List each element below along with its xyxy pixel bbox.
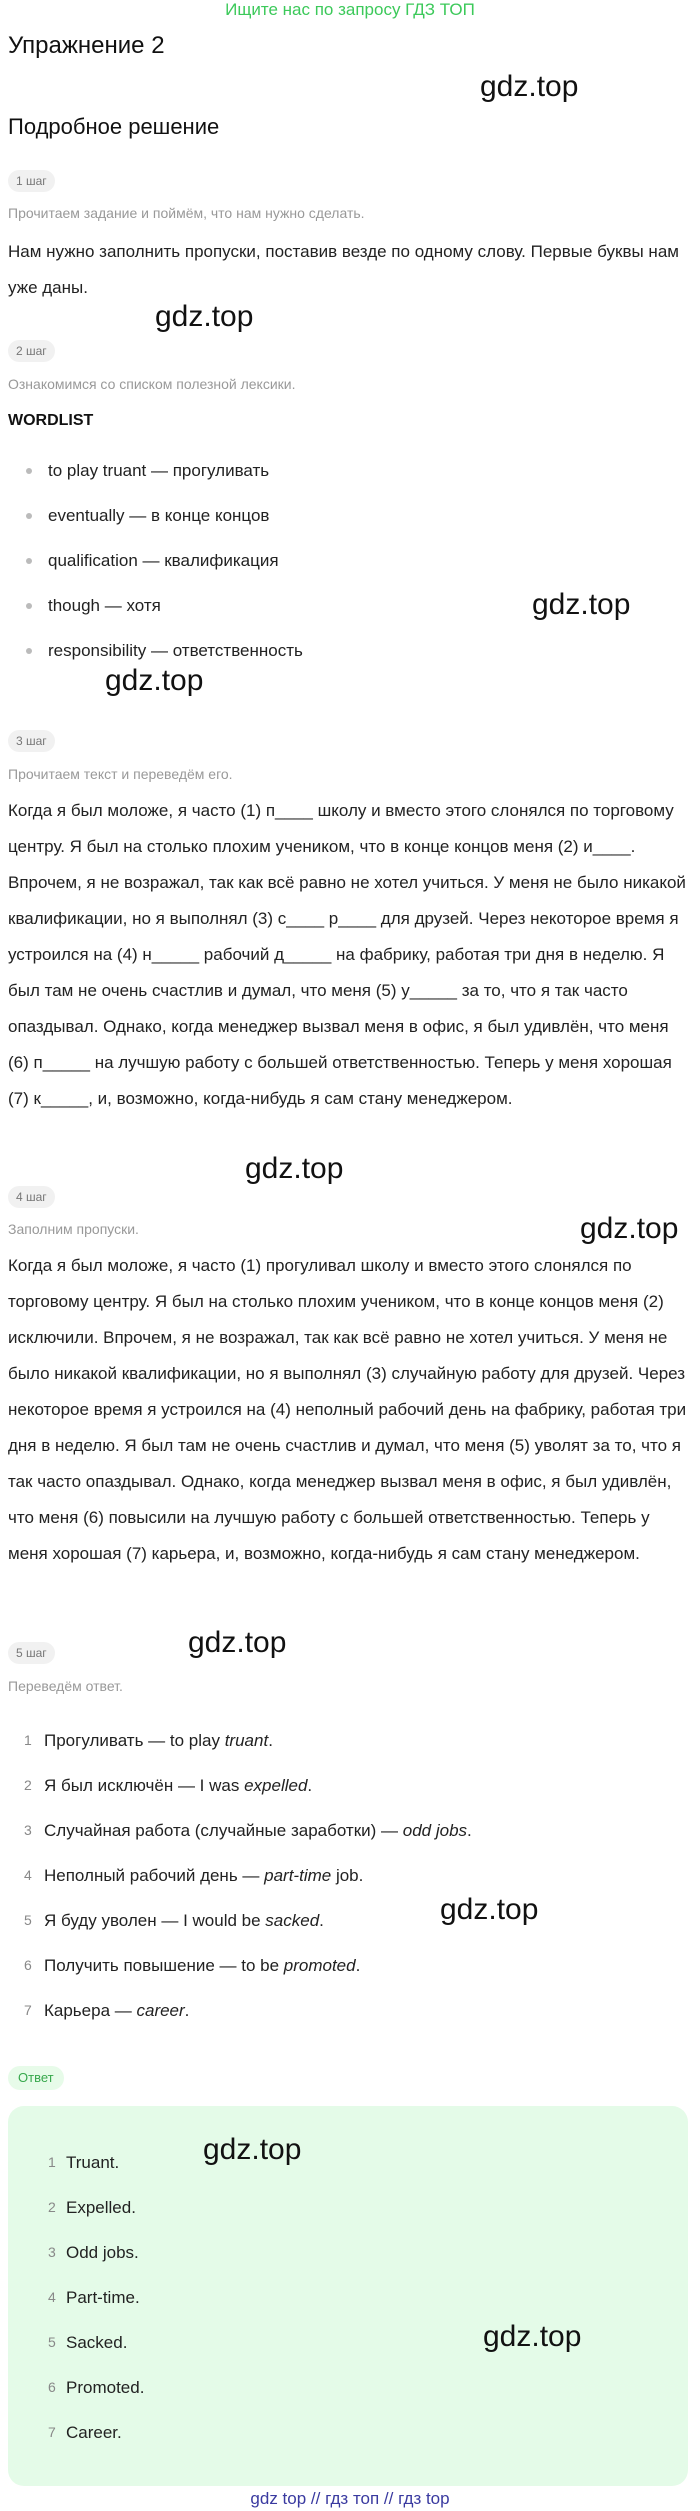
list-item: 1 Truant. — [48, 2153, 120, 2172]
wordlist-title: WORDLIST — [8, 412, 94, 429]
list-item: 4 Неполный рабочий день — part-time job. — [24, 1866, 364, 1885]
bullet-icon — [26, 648, 32, 654]
step-text-1: Нам нужно заполнить пропуски, поставив везде по одному слову. Первые буквы нам уже даны. — [8, 242, 679, 297]
list-item: 6 Получить повышение — to be promoted. — [24, 1956, 361, 1975]
list-item: qualification — квалификация — [0, 538, 700, 583]
list-item: 3 Odd jobs. — [48, 2243, 139, 2262]
list-item: 2 Expelled. — [48, 2198, 136, 2217]
watermark: gdz.top — [580, 1212, 679, 1245]
bullet-icon — [26, 513, 32, 519]
translation-list — [0, 1718, 700, 2033]
watermark: gdz.top — [480, 70, 579, 103]
list-item: 7 Career. — [48, 2423, 122, 2442]
page-title: Упражнение 2 — [8, 32, 165, 59]
top-banner[interactable]: Ищите нас по запросу ГДЗ ТОП — [225, 0, 475, 19]
list-item: 3 Случайная работа (случайные заработки) — odd jobs. — [24, 1821, 472, 1840]
step-hint-5: Переведём ответ. — [8, 1678, 123, 1694]
footer-links[interactable]: gdz top // гдз топ // гдз top — [250, 2489, 450, 2508]
step-badge-1: 1 шаг — [8, 170, 55, 192]
step-hint-4: Заполним пропуски. — [8, 1221, 139, 1237]
list-item: though — хотя — [0, 583, 700, 628]
step-hint-2: Ознакомимся со списком полезной лексики. — [8, 376, 296, 392]
answer-list — [0, 2140, 700, 2455]
answer-badge: Ответ — [8, 2066, 64, 2090]
bullet-icon — [26, 558, 32, 564]
watermark: gdz.top — [440, 1893, 539, 1926]
solution-heading: Подробное решение — [8, 114, 220, 139]
list-item: 1 Прогуливать — to play truant. — [24, 1731, 273, 1750]
list-item: 2 Я был исключён — I was expelled. — [24, 1776, 313, 1795]
step-hint-1: Прочитаем задание и поймём, что нам нужно сделать. — [8, 205, 365, 221]
watermark: gdz.top — [203, 2133, 302, 2166]
watermark: gdz.top — [188, 1626, 287, 1659]
list-item: 4 Part-time. — [48, 2288, 140, 2307]
step-badge-5: 5 шаг — [8, 1642, 55, 1664]
watermark: gdz.top — [483, 2320, 582, 2353]
bullet-icon — [26, 468, 32, 474]
watermark: gdz.top — [245, 1152, 344, 1185]
step-badge-3: 3 шаг — [8, 730, 55, 752]
watermark: gdz.top — [105, 664, 204, 697]
step-badge-4: 4 шаг — [8, 1186, 55, 1208]
step-text-4: Когда я был моложе, я часто (1) прогуливал школу и вместо этого слонялся по торговому центру. Я был на столько плохим учеником, что в конце концов меня (2) исключили. Впрочем, я не возражал, так как всё равно не хотел учиться. У меня не было никакой квалификации, но я выполнял (3) случайную работу для друзей. Через некоторое время я устроился на (4) неполный рабочий день на фабрику, работая три дня в неделю. Я был там не очень счастлив и думал, что меня (5) уволят за то, что я так часто опаздывал. Однако, когда менеджер вызвал меня в офис, я был удивлён, что меня (6) повысили на лучшую работу с большей ответственностью. Теперь у меня хорошая (7) карьера, и, возможно, когда-нибудь я сам стану менеджером. — [8, 1256, 687, 1563]
watermark: gdz.top — [155, 300, 254, 333]
list-item: 5 Sacked. — [48, 2333, 128, 2352]
watermark: gdz.top — [532, 588, 631, 621]
list-item: eventually — в конце концов — [0, 493, 700, 538]
list-item: 7 Карьера — career. — [24, 2001, 190, 2020]
step-hint-3: Прочитаем текст и переведём его. — [8, 766, 233, 782]
wordlist — [0, 448, 700, 673]
list-item: 6 Promoted. — [48, 2378, 145, 2397]
list-item: 5 Я буду уволен — I would be sacked. — [24, 1911, 324, 1930]
step-text-3: Когда я был моложе, я часто (1) п____ школу и вместо этого слонялся по торговому центру. Я был на столько плохим учеником, что в конце концов меня (2) и____. Впрочем, я не возражал, так как всё равно не хотел учиться. У меня не было никакой квалификации, но я выполнял (3) с____ р____ для друзей. Через некоторое время я устроился на (4) н_____ рабочий д_____ на фабрику, работая три дня в неделю. Я был там не очень счастлив и думал, что меня (5) у_____ за то, что я так часто опаздывал. Однако, когда менеджер вызвал меня в офис, я был удивлён, что меня (6) п_____ на лучшую работу с большей ответственностью. Теперь у меня хорошая (7) к_____, и, возможно, когда-нибудь я сам стану менеджером. — [8, 801, 686, 1108]
step-badge-2: 2 шаг — [8, 340, 55, 362]
list-item: to play truant — прогуливать — [0, 448, 700, 493]
list-item: responsibility — ответственность — [0, 628, 700, 673]
bullet-icon — [26, 603, 32, 609]
